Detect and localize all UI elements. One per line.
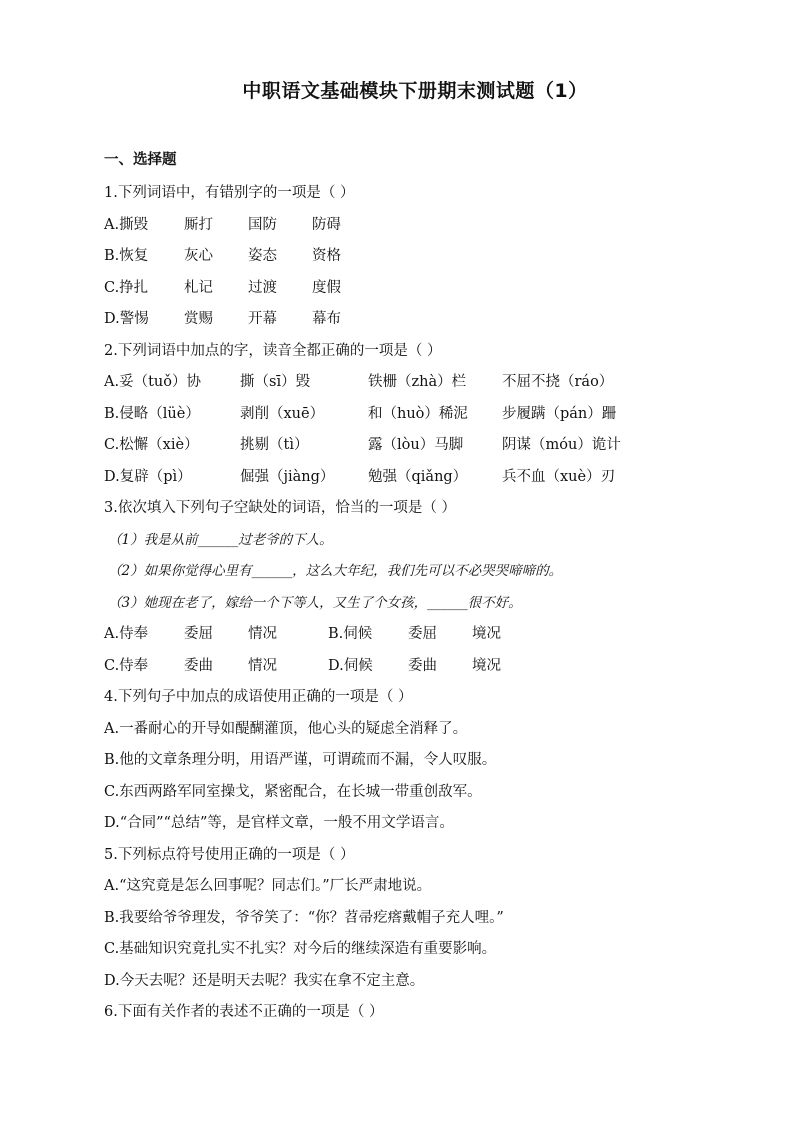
option-cell: 委屈 [408,626,437,642]
option-cell: 资格 [312,248,341,264]
option-cell: 度假 [312,279,341,296]
option-cell: 札记 [184,279,213,296]
option-cell: 幕布 [312,311,341,327]
option-cell: 境况 [472,657,501,674]
option-cell: 倔强（jiàng） [240,468,335,485]
option-cell: B.恢复 [104,248,149,264]
option-cell: 和（huò）稀泥 [368,405,468,422]
option-cell: 兵不血（xuè）刃 [502,468,616,485]
option-cell: 委屈 [184,626,213,642]
question-1-option-c [104,273,764,305]
option-cell: D.复辟（pì） [104,468,192,485]
option-cell: 厮打 [184,216,213,233]
option-cell: 铁栅（zhà）栏 [368,374,467,390]
option-cell: C.挣扎 [104,279,149,296]
option-cell: 撕（sī）毁 [240,374,311,390]
question-1-option-d [104,304,764,336]
option-cell: 不屈不挠（ráo） [502,374,614,390]
option-cell: 防碍 [312,216,341,233]
question-1-option-b [104,241,764,273]
question-list [104,178,764,1029]
question-2-option-d [104,462,764,494]
question-4-option-a: A.一番耐心的开导如醍醐灌顶，他心头的疑虑全消释了。 [104,720,468,737]
option-cell: 步履蹒（pán）跚 [502,405,617,422]
question-4-stem: 4.下列句子中加点的成语使用正确的一项是（ ） [104,689,413,705]
option-cell: 姿态 [248,248,277,264]
question-2-option-b [104,399,764,431]
option-cell: 委曲 [184,657,213,674]
option-cell: 开幕 [248,311,277,327]
page-title: 中职语文基础模块下册期末测试题（1） [242,80,588,102]
option-cell: 阴谋（móu）诡计 [502,437,621,453]
option-cell: 赏赐 [184,311,213,327]
question-5-option-c: C.基础知识究竟扎实不扎实？对今后的继续深造有重要影响。 [104,941,497,957]
question-2-option-a [104,367,764,399]
option-cell: C.松懈（xiè） [104,437,199,453]
question-5-option-d: D.今天去呢？还是明天去呢？我实在拿不定主意。 [104,972,425,989]
question-3-options-cd [104,651,764,683]
question-4-option-d: D.“合同”“总结”等，是官样文章，一般不用文学语言。 [104,815,454,831]
option-cell: C.侍奉 [104,657,149,674]
option-cell: A.妥（tuǒ）协 [104,374,201,390]
question-1-stem: 1.下列词语中，有错别字的一项是（ ） [104,185,355,201]
question-4-option-b: B.他的文章条理分明，用语严谨，可谓疏而不漏，令人叹服。 [104,752,497,768]
option-cell: D.伺候 [328,657,373,674]
option-cell: 情况 [248,626,277,642]
question-6-stem: 6.下面有关作者的表述不正确的一项是（ ） [104,1004,384,1020]
question-1-option-a [104,210,764,242]
section-heading: 一、选择题 [104,152,177,168]
question-5-option-a: A.“这究竟是怎么回事呢？同志们。”厂长严肃地说。 [104,878,432,894]
question-2-stem: 2.下列词语中加点的字，读音全都正确的一项是（ ） [104,342,442,359]
question-2-option-c [104,430,764,462]
option-cell: 露（lòu）马脚 [368,437,464,453]
option-cell: 国防 [248,216,277,233]
question-5-option-b: B.我要给爷爷理发，爷爷笑了：“你？苕帚疙瘩戴帽子充人哩。” [104,909,504,926]
question-5-stem: 5.下列标点符号使用正确的一项是（ ） [104,846,355,863]
option-cell: D.警惕 [104,311,149,327]
option-cell: 挑剔（tì） [240,437,309,453]
question-3-sentence-3: （3）她现在老了，嫁给一个下等人，又生了个女孩，______很不好。 [108,594,522,611]
option-cell: 境况 [472,626,501,642]
question-3-sentence-1: （1）我是从前______过老爷的下人。 [108,531,333,548]
option-cell: 灰心 [184,248,213,264]
question-3-stem: 3.依次填入下列句子空缺处的词语，恰当的一项是（ ） [104,500,456,516]
option-cell: 剥削（xuē） [240,405,325,422]
option-cell: B.伺候 [328,626,373,642]
option-cell: B.侵略（lüè） [104,405,200,422]
option-cell: A.撕毁 [104,216,149,233]
question-4-option-c: C.东西两路军同室操戈，紧密配合，在长城一带重创敌军。 [104,783,482,800]
question-3-sentence-2: （2）如果你觉得心里有______，这么大年纪，我们先可以不必哭哭啼啼的。 [108,563,563,579]
option-cell: 委曲 [408,657,437,674]
option-cell: 情况 [248,657,277,674]
question-3-options-ab [104,619,764,651]
option-cell: 过渡 [248,279,277,296]
option-cell: A.侍奉 [104,626,149,642]
option-cell: 勉强（qiǎng） [368,468,468,485]
